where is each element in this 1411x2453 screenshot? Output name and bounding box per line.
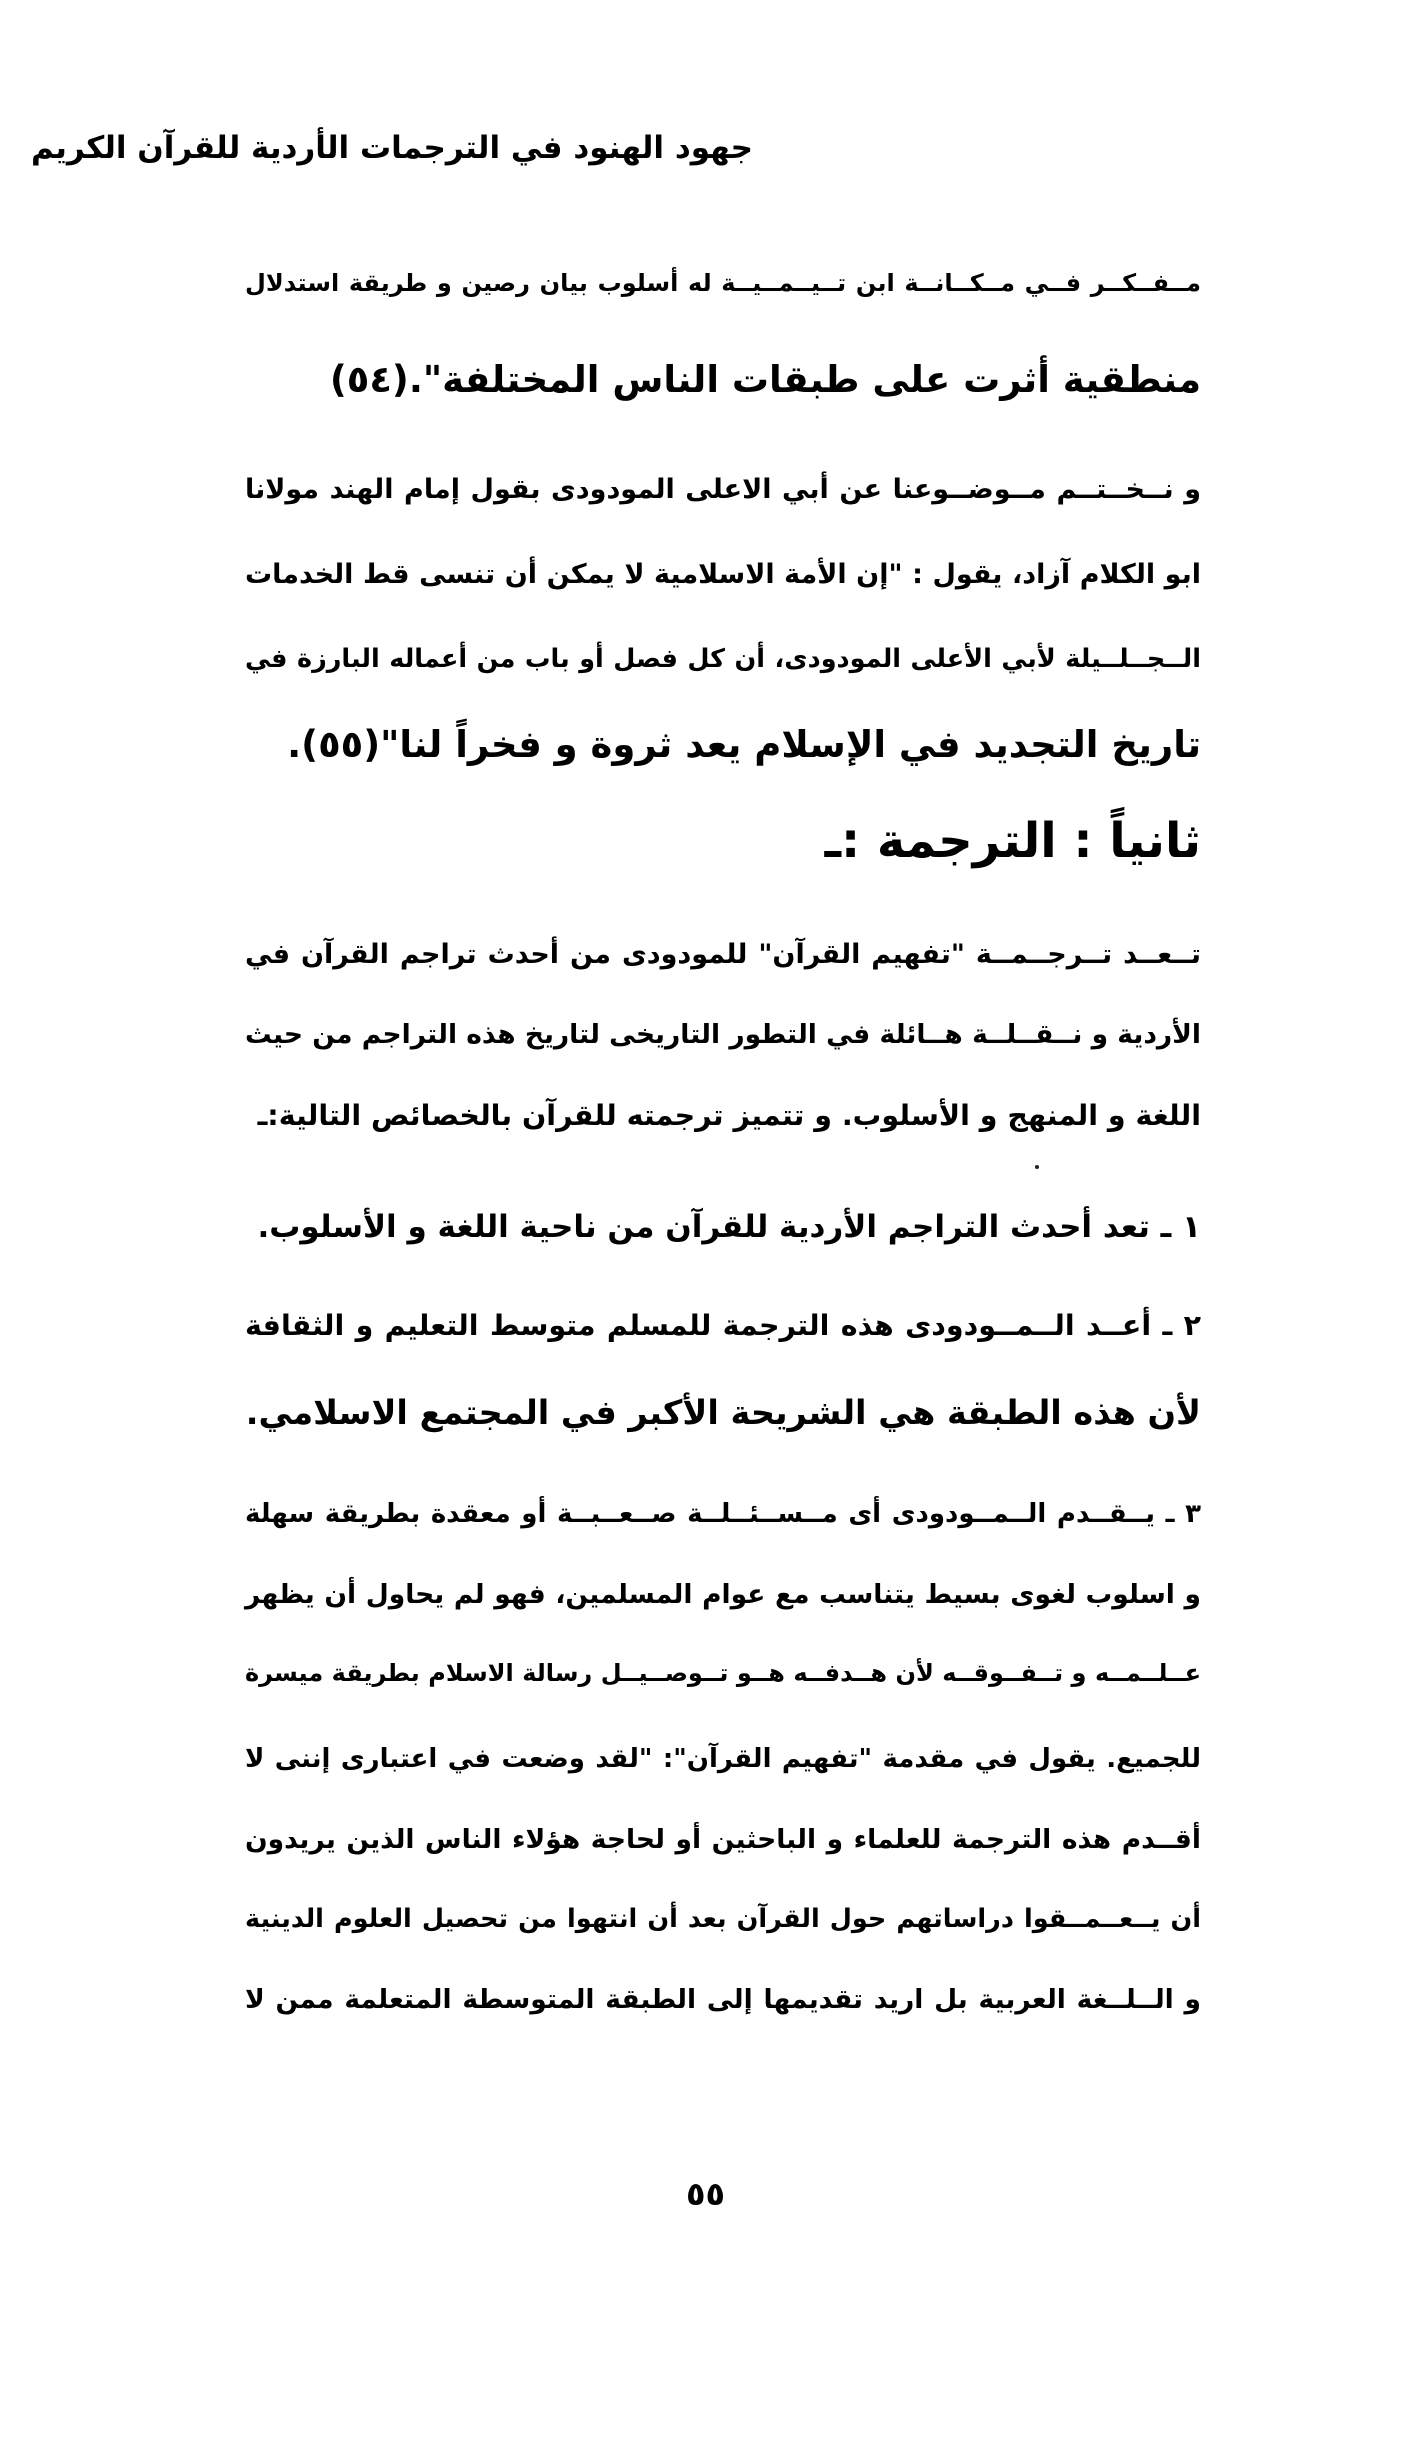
- item3-line-7: و الــلــغة العربية بل اريد تقديمها إلى الطبقة المتوسطة المتعلمة ممن لا: [245, 1984, 1201, 2015]
- section-title: ثانياً : الترجمة :ـ: [824, 813, 1201, 869]
- p1-line-2: منطقية أثرت على طبقات الناس المختلفة".(٥٤): [329, 358, 1201, 401]
- item3-line-6: أن يــعــمــقوا دراساتهم حول القرآن بعد أن انتهوا من تحصيل العلوم الدينية: [245, 1904, 1201, 1934]
- p2-line-1: و نــخــتــم مــوضــوعنا عن أبي الاعلى المودودى بقول إمام الهند مولانا: [245, 474, 1201, 505]
- item3-line-1: ٣ ـ يــقــدم الــمــودودى أى مــســئــلــة صــعــبــة أو معقدة بطريقة سهلة: [245, 1499, 1201, 1529]
- p2-line-4: تاريخ التجديد في الإسلام يعد ثروة و فخراً لنا"(٥٥).: [287, 723, 1201, 766]
- running-header: جهود الهنود في الترجمات الأردية للقرآن الكريم: [30, 130, 753, 166]
- p3-line-2: الأردية و نــقــلــة هــائلة في التطور التاريخى لتاريخ هذه التراجم من حيث: [245, 1019, 1201, 1050]
- p3-line-1: تــعــد تــرجــمــة "تفهيم القرآن" للمودودى من أحدث تراجم القرآن في: [245, 939, 1201, 970]
- item3-line-4: للجميع. يقول في مقدمة "تفهيم القرآن": "لقد وضعت في اعتبارى إننى لا: [245, 1744, 1201, 1774]
- item3-line-3: عــلــمــه و تــفــوقــه لأن هــدفــه هــو تــوصــيــل رسالة الاسلام بطريقة ميسرة: [245, 1659, 1201, 1687]
- p2-line-3: الــجــلــيلة لأبي الأعلى المودودى، أن كل فصل أو باب من أعماله البارزة في: [245, 644, 1201, 674]
- p2-line-2: ابو الكلام آزاد، يقول : "إن الأمة الاسلامية لا يمكن أن تنسى قط الخدمات: [245, 559, 1201, 590]
- item2-line-2: لأن هذه الطبقة هي الشريحة الأكبر في المجتمع الاسلامي.: [245, 1393, 1201, 1432]
- scan-speck: [1035, 1165, 1039, 1169]
- p1-line-1: مــفــكــر فــي مــكــانــة ابن تــيــمــيــة له أسلوب بيان رصين و طريقة استدلال: [245, 269, 1201, 297]
- item2-line-1: ٢ ـ أعــد الــمــودودى هذه الترجمة للمسلم متوسط التعليم و الثقافة: [245, 1309, 1201, 1342]
- p3-line-3: اللغة و المنهج و الأسلوب. و تتميز ترجمته للقرآن بالخصائص التالية:ـ: [257, 1099, 1201, 1132]
- item3-line-2: و اسلوب لغوى بسيط يتناسب مع عوام المسلمين، فهو لم يحاول أن يظهر: [245, 1579, 1201, 1610]
- item1-line-1: ١ ـ تعد أحدث التراجم الأردية للقرآن من ناحية اللغة و الأسلوب.: [257, 1209, 1201, 1245]
- page-number: ٥٥: [685, 2175, 726, 2213]
- item3-line-5: أقــدم هذه الترجمة للعلماء و الباحثين أو لحاجة هؤلاء الناس الذين يريدون: [245, 1824, 1201, 1855]
